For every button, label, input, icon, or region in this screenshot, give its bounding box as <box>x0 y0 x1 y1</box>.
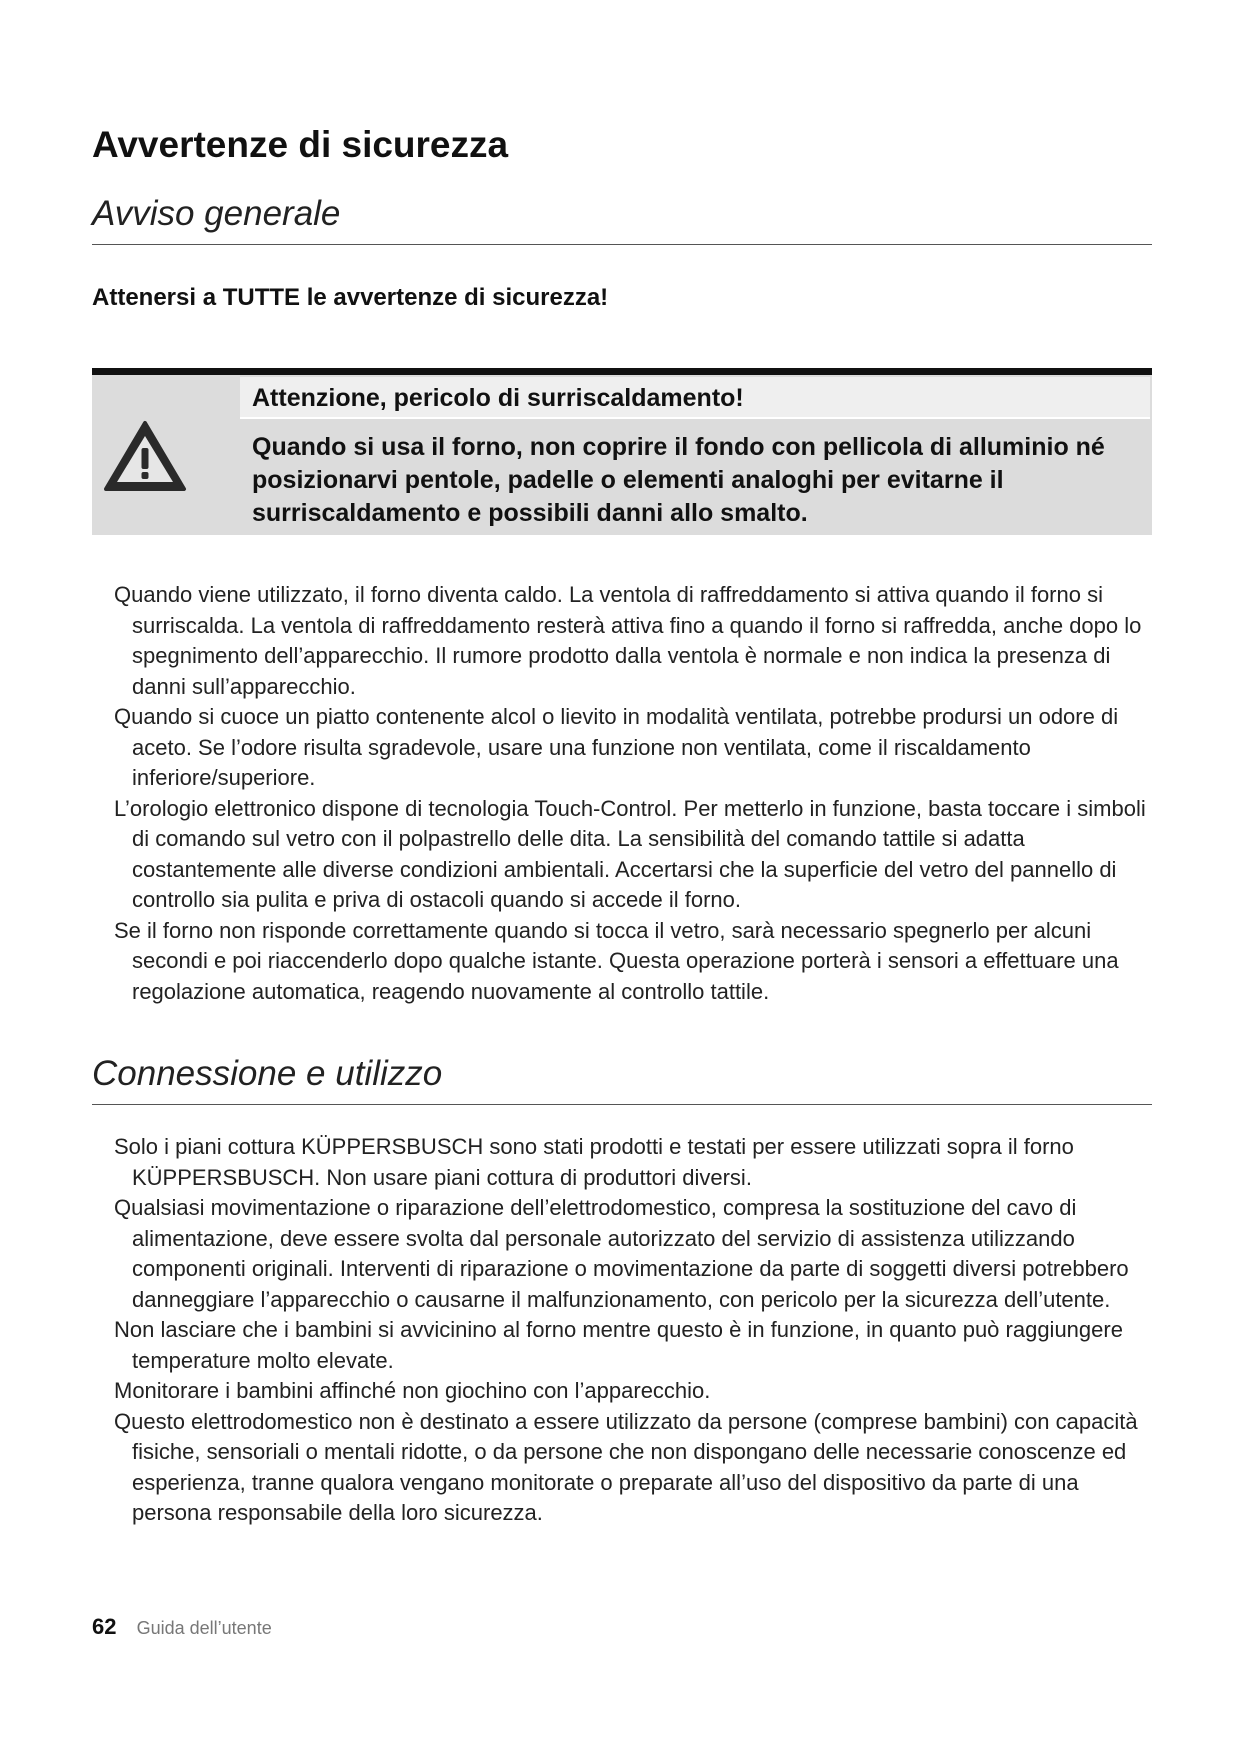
list-item: Se il forno non risponde correttamente quando si tocca il vetro, sarà necessario spegnerlo per alcuni secondi e poi riaccenderlo dopo qualche istante. Questa operazione porterà i sensori a effettuare una regolazione automatica, reagendo nuovamente al controllo tattile. <box>114 917 1119 1004</box>
section-heading-connection-use: Connessione e utilizzo <box>92 1054 1152 1105</box>
list-item: L’orologio elettronico dispone di tecnologia Touch-Control. Per metterlo in funzione, basta toccare i simboli di comando sul vetro con il polpastrello delle dita. La sensibilità del comando tattile si adatta costantemente alle diverse condizioni ambientali. Accertarsi che la superficie del vetro del pannello di controllo sia pulita e priva di ostacoli quando si accede il forno. <box>114 795 1146 912</box>
list-item: Quando viene utilizzato, il forno diventa caldo. La ventola di raffreddamento si attiva quando il forno si surriscalda. La ventola di raffreddamento resterà attiva fino a quando il forno si raffredda, anche dopo lo spegnimento dell’apparecchio. Il rumore prodotto dalla ventola è normale e non indica la presenza di danni sull’apparecchio. <box>114 582 1142 699</box>
connection-use-list <box>114 1132 1154 1529</box>
list-item: Monitorare i bambini affinché non giochino con l’apparecchio. <box>114 1378 711 1403</box>
warning-triangle-icon <box>102 419 188 493</box>
warning-text: Quando si usa il forno, non coprire il fondo con pellicola di alluminio né posizionarvi pentole, padelle o elementi analoghi per evitarne il surriscaldamento e possibili danni allo smalto. <box>252 433 1105 527</box>
section-heading-general-notice: Avviso generale <box>92 194 1152 245</box>
list-item: Questo elettrodomestico non è destinato a essere utilizzato da persone (comprese bambini) con capacità fisiche, sensoriali o mentali ridotte, o da persone che non dispongano delle necessarie conoscenze ed esperienza, tranne qualora vengano monitorate o preparate all’uso del dispositivo da parte di una persona responsabile della loro sicurezza. <box>114 1408 1138 1525</box>
list-item: Non lasciare che i bambini si avvicinino al forno mentre questo è in funzione, in quanto può raggiungere temperature molto elevate. <box>114 1317 1123 1373</box>
footer-label: Guida dell’utente <box>136 1618 272 1638</box>
list-item: Qualsiasi movimentazione o riparazione dell’elettrodomestico, compresa la sostituzione del cavo di alimentazione, deve essere svolta dal personale autorizzato del servizio di assistenza utilizzando componenti originali. Interventi di riparazione o movimentazione da parte di soggetti diversi potrebbero danneggiare l’apparecchio o causarne il malfunzionamento, con pericolo per la sicurezza dell’utente. <box>114 1195 1129 1312</box>
general-notice-list <box>114 580 1154 1007</box>
warning-title: Attenzione, pericolo di surriscaldamento! <box>240 377 1150 419</box>
lead-statement: Attenersi a TUTTE le avvertenze di sicurezza! <box>92 284 609 311</box>
list-item: Quando si cuoce un piatto contenente alcol o lievito in modalità ventilata, potrebbe prodursi un odore di aceto. Se l’odore risulta sgradevole, usare una funzione non ventilata, come il riscaldamento inferiore/superiore. <box>114 704 1119 790</box>
page-title: Avvertenze di sicurezza <box>92 124 509 165</box>
page-number: 62 <box>92 1614 117 1639</box>
list-item: Solo i piani cottura KÜPPERSBUSCH sono stati prodotti e testati per essere utilizzati sopra il forno KÜPPERSBUSCH. Non usare piani cottura di produttori diversi. <box>114 1134 1074 1190</box>
warning-box <box>92 368 1152 535</box>
page-footer <box>92 1614 272 1640</box>
